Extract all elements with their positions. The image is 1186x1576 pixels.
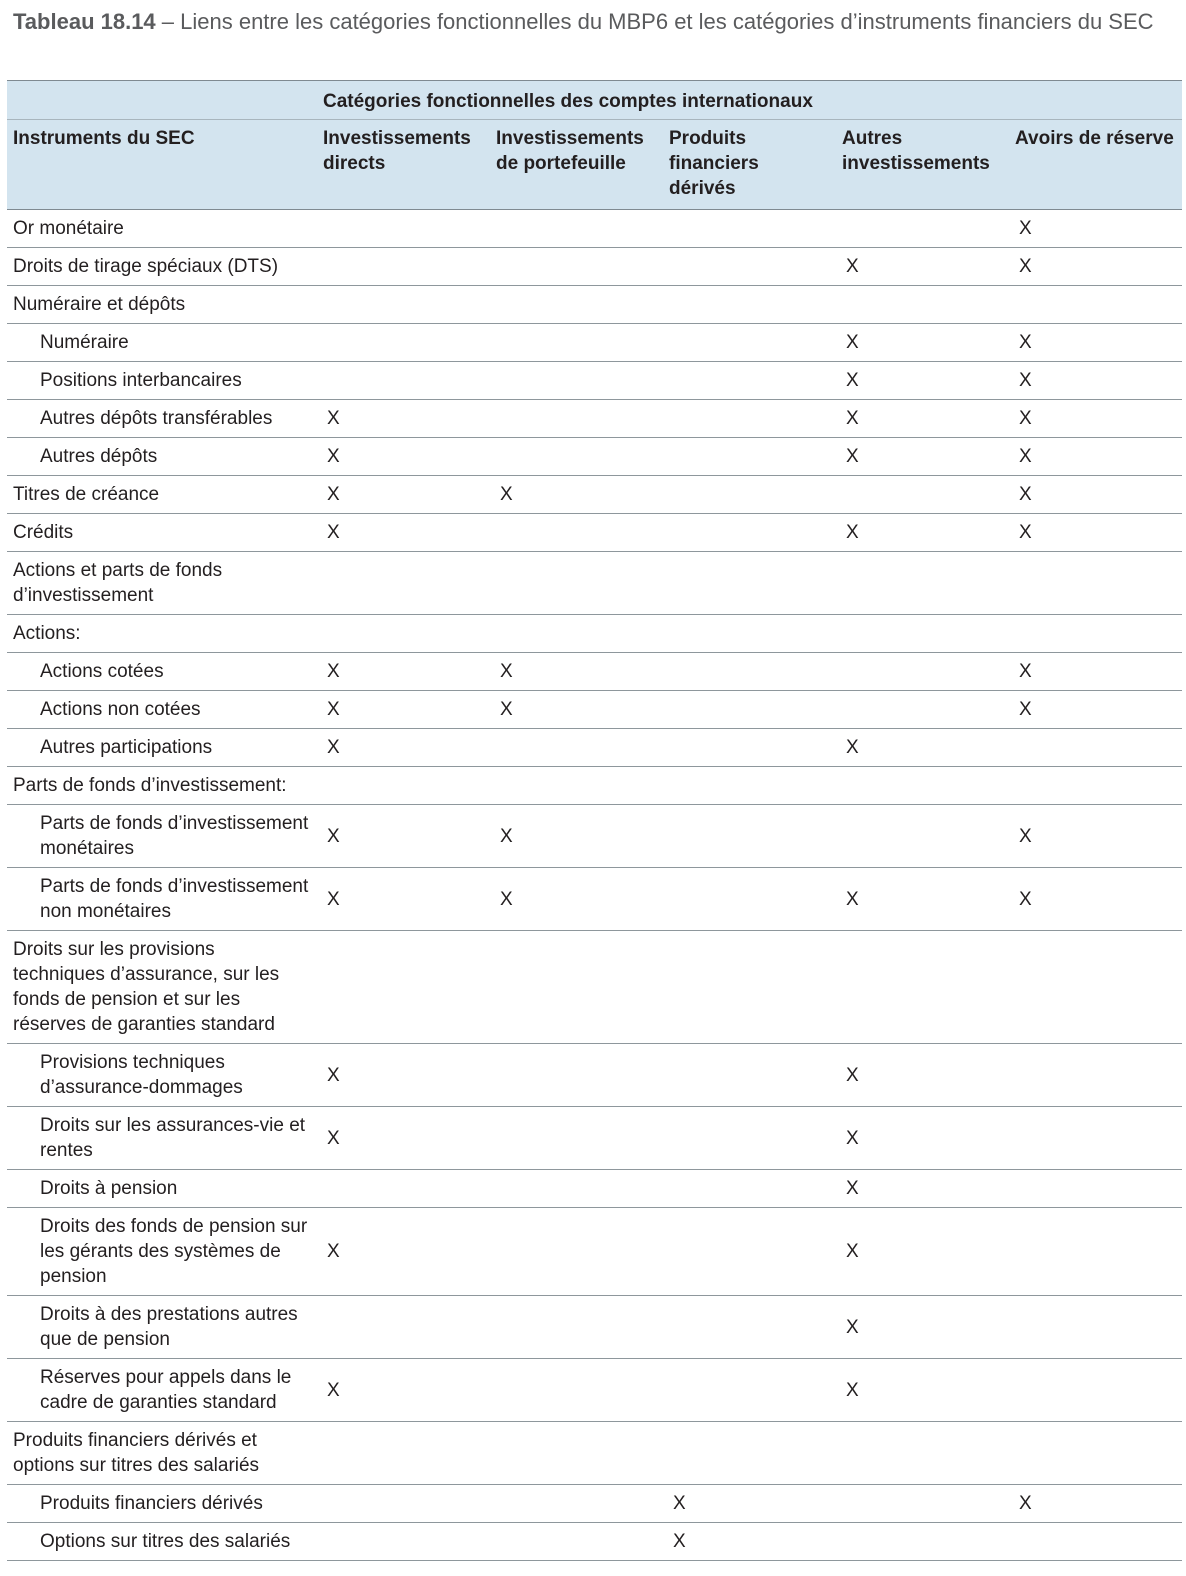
table-row <box>7 1208 1182 1296</box>
table-row <box>7 1523 1182 1561</box>
table-row <box>7 210 1182 248</box>
row-mark <box>490 1359 663 1422</box>
row-mark <box>663 362 836 400</box>
header-first-column: Instruments du SEC <box>7 120 317 210</box>
row-mark <box>317 1523 490 1561</box>
table-row <box>7 476 1182 514</box>
row-mark <box>490 514 663 552</box>
row-mark: X <box>836 1208 1009 1296</box>
row-mark <box>663 653 836 691</box>
row-mark <box>490 1107 663 1170</box>
row-label: Parts de fonds d’investissement: <box>7 767 317 805</box>
row-mark <box>317 248 490 286</box>
row-mark <box>1009 1170 1182 1208</box>
row-mark: X <box>317 514 490 552</box>
table-row <box>7 729 1182 767</box>
row-mark: X <box>317 476 490 514</box>
row-mark <box>663 729 836 767</box>
row-mark <box>317 362 490 400</box>
row-mark <box>663 1044 836 1107</box>
row-mark: X <box>490 805 663 868</box>
row-label: Droits à des prestations autres que de pension <box>7 1296 317 1359</box>
row-mark <box>1009 1107 1182 1170</box>
row-mark <box>663 552 836 615</box>
row-label: Options sur titres des salariés <box>7 1523 317 1561</box>
row-mark <box>490 1485 663 1523</box>
row-mark <box>317 615 490 653</box>
row-label: Produits financiers dérivés <box>7 1485 317 1523</box>
row-mark: X <box>836 868 1009 931</box>
row-mark: X <box>490 868 663 931</box>
row-mark: X <box>1009 248 1182 286</box>
row-label: Numéraire <box>7 324 317 362</box>
table-row <box>7 767 1182 805</box>
row-mark <box>1009 1523 1182 1561</box>
row-mark <box>317 210 490 248</box>
row-mark <box>1009 1359 1182 1422</box>
row-mark <box>836 767 1009 805</box>
row-mark <box>836 552 1009 615</box>
row-label: Positions interbancaires <box>7 362 317 400</box>
header-super-title: Catégories fonctionnelles des comptes internationaux <box>317 81 1182 120</box>
row-mark <box>1009 729 1182 767</box>
row-mark <box>663 767 836 805</box>
row-mark: X <box>490 691 663 729</box>
row-mark <box>1009 552 1182 615</box>
table-row <box>7 514 1182 552</box>
table-row <box>7 400 1182 438</box>
table-row <box>7 248 1182 286</box>
row-mark <box>1009 1208 1182 1296</box>
row-mark <box>836 286 1009 324</box>
row-label: Titres de créance <box>7 476 317 514</box>
row-mark: X <box>836 1044 1009 1107</box>
row-mark: X <box>317 1359 490 1422</box>
row-mark <box>490 1170 663 1208</box>
row-mark <box>490 210 663 248</box>
row-label: Or monétaire <box>7 210 317 248</box>
row-label: Droits de tirage spéciaux (DTS) <box>7 248 317 286</box>
row-label: Actions cotées <box>7 653 317 691</box>
row-label: Autres dépôts <box>7 438 317 476</box>
table-row <box>7 653 1182 691</box>
row-mark: X <box>836 1359 1009 1422</box>
table-row <box>7 1170 1182 1208</box>
row-mark: X <box>317 438 490 476</box>
header-column-reserves: Avoirs de réserve <box>1009 120 1182 210</box>
table-row <box>7 438 1182 476</box>
row-mark: X <box>317 691 490 729</box>
row-mark: X <box>1009 868 1182 931</box>
row-mark <box>490 1296 663 1359</box>
header-column-derivatives: Produits financiers dérivés <box>663 120 836 210</box>
row-mark <box>490 1523 663 1561</box>
table-row <box>7 1359 1182 1422</box>
row-mark <box>1009 1422 1182 1485</box>
row-mark <box>490 1208 663 1296</box>
caption-number: Tableau 18.14 <box>13 9 156 34</box>
row-mark <box>663 805 836 868</box>
row-mark <box>663 691 836 729</box>
row-mark: X <box>490 476 663 514</box>
row-mark: X <box>490 653 663 691</box>
row-mark: X <box>836 400 1009 438</box>
row-label: Autres dépôts transférables <box>7 400 317 438</box>
row-mark: X <box>836 324 1009 362</box>
row-label: Provisions techniques d’assurance-dommages <box>7 1044 317 1107</box>
row-mark <box>317 931 490 1044</box>
row-mark <box>317 552 490 615</box>
row-mark: X <box>317 1044 490 1107</box>
row-mark <box>1009 1044 1182 1107</box>
row-mark <box>836 615 1009 653</box>
table-row <box>7 691 1182 729</box>
table-row <box>7 1044 1182 1107</box>
table-row <box>7 286 1182 324</box>
table-row <box>7 1485 1182 1523</box>
row-mark <box>1009 1296 1182 1359</box>
row-mark: X <box>836 1170 1009 1208</box>
row-mark <box>663 210 836 248</box>
row-label: Droits sur les provisions techniques d’assurance, sur les fonds de pension et sur les réserves de garanties standard <box>7 931 317 1044</box>
row-mark <box>317 324 490 362</box>
row-mark: X <box>1009 210 1182 248</box>
row-label: Actions et parts de fonds d’investissement <box>7 552 317 615</box>
row-mark: X <box>836 362 1009 400</box>
row-mark: X <box>663 1485 836 1523</box>
header-super-spacer <box>7 81 317 120</box>
table-row <box>7 1422 1182 1485</box>
row-label: Numéraire et dépôts <box>7 286 317 324</box>
row-label: Droits des fonds de pension sur les gérants des systèmes de pension <box>7 1208 317 1296</box>
instruments-table <box>7 80 1182 1561</box>
row-mark <box>490 362 663 400</box>
header-column-other: Autres investissements <box>836 120 1009 210</box>
row-label: Actions non cotées <box>7 691 317 729</box>
row-mark <box>663 514 836 552</box>
header-column-direct: Investissements directs <box>317 120 490 210</box>
row-label: Droits sur les assurances-vie et rentes <box>7 1107 317 1170</box>
row-mark: X <box>1009 438 1182 476</box>
table-caption <box>13 6 1163 37</box>
row-mark <box>490 324 663 362</box>
row-mark <box>490 400 663 438</box>
row-mark <box>317 1296 490 1359</box>
row-mark <box>836 1422 1009 1485</box>
row-mark <box>490 931 663 1044</box>
row-mark <box>663 868 836 931</box>
row-mark <box>663 1296 836 1359</box>
row-mark <box>663 324 836 362</box>
row-mark: X <box>663 1523 836 1561</box>
row-mark <box>663 286 836 324</box>
row-mark <box>490 615 663 653</box>
row-mark: X <box>1009 324 1182 362</box>
row-label: Réserves pour appels dans le cadre de garanties standard <box>7 1359 317 1422</box>
row-mark: X <box>317 1208 490 1296</box>
row-label: Produits financiers dérivés et options sur titres des salariés <box>7 1422 317 1485</box>
row-mark <box>663 615 836 653</box>
row-label: Parts de fonds d’investissement non monétaires <box>7 868 317 931</box>
row-mark <box>663 400 836 438</box>
row-mark: X <box>1009 653 1182 691</box>
row-mark <box>1009 767 1182 805</box>
row-mark <box>317 1485 490 1523</box>
table-row <box>7 868 1182 931</box>
row-mark <box>663 1208 836 1296</box>
row-mark: X <box>1009 805 1182 868</box>
row-mark <box>490 729 663 767</box>
row-mark <box>836 210 1009 248</box>
row-mark <box>1009 286 1182 324</box>
row-mark <box>490 1044 663 1107</box>
row-mark <box>490 767 663 805</box>
row-mark: X <box>317 400 490 438</box>
row-mark <box>1009 931 1182 1044</box>
row-mark: X <box>836 514 1009 552</box>
row-mark <box>663 1422 836 1485</box>
row-mark: X <box>1009 514 1182 552</box>
table-row <box>7 1296 1182 1359</box>
row-mark: X <box>317 1107 490 1170</box>
table-row <box>7 1107 1182 1170</box>
header-super-row <box>7 81 1182 120</box>
row-label: Crédits <box>7 514 317 552</box>
row-mark: X <box>1009 691 1182 729</box>
row-mark: X <box>317 653 490 691</box>
row-label: Droits à pension <box>7 1170 317 1208</box>
row-mark <box>490 438 663 476</box>
row-mark <box>1009 615 1182 653</box>
table-row <box>7 805 1182 868</box>
row-mark <box>663 248 836 286</box>
table-body <box>7 210 1182 1561</box>
row-mark <box>490 552 663 615</box>
row-mark: X <box>836 438 1009 476</box>
row-mark <box>317 1422 490 1485</box>
row-mark <box>490 1422 663 1485</box>
header-columns-row <box>7 120 1182 210</box>
row-label: Actions: <box>7 615 317 653</box>
row-label: Autres participations <box>7 729 317 767</box>
table-row <box>7 552 1182 615</box>
row-mark: X <box>1009 362 1182 400</box>
table-row <box>7 615 1182 653</box>
row-mark <box>836 691 1009 729</box>
row-mark <box>836 653 1009 691</box>
row-mark: X <box>836 1296 1009 1359</box>
row-mark <box>836 476 1009 514</box>
row-mark <box>663 931 836 1044</box>
row-mark <box>836 931 1009 1044</box>
row-mark <box>490 248 663 286</box>
row-label: Parts de fonds d’investissement monétaires <box>7 805 317 868</box>
row-mark: X <box>836 729 1009 767</box>
row-mark <box>490 286 663 324</box>
row-mark <box>663 438 836 476</box>
row-mark <box>317 1170 490 1208</box>
row-mark: X <box>317 868 490 931</box>
table-row <box>7 931 1182 1044</box>
row-mark <box>317 286 490 324</box>
row-mark: X <box>836 1107 1009 1170</box>
row-mark: X <box>1009 1485 1182 1523</box>
row-mark <box>663 1359 836 1422</box>
header-column-portfolio: Investissements de portefeuille <box>490 120 663 210</box>
row-mark <box>317 767 490 805</box>
row-mark: X <box>317 729 490 767</box>
row-mark: X <box>836 248 1009 286</box>
row-mark <box>836 805 1009 868</box>
row-mark: X <box>1009 476 1182 514</box>
row-mark: X <box>317 805 490 868</box>
row-mark <box>663 1107 836 1170</box>
row-mark <box>836 1485 1009 1523</box>
caption-title: – Liens entre les catégories fonctionnelles du MBP6 et les catégories d’instruments financiers du SEC <box>155 9 1154 34</box>
row-mark <box>663 1170 836 1208</box>
row-mark <box>836 1523 1009 1561</box>
row-mark: X <box>1009 400 1182 438</box>
table-row <box>7 362 1182 400</box>
table-row <box>7 324 1182 362</box>
row-mark <box>663 476 836 514</box>
